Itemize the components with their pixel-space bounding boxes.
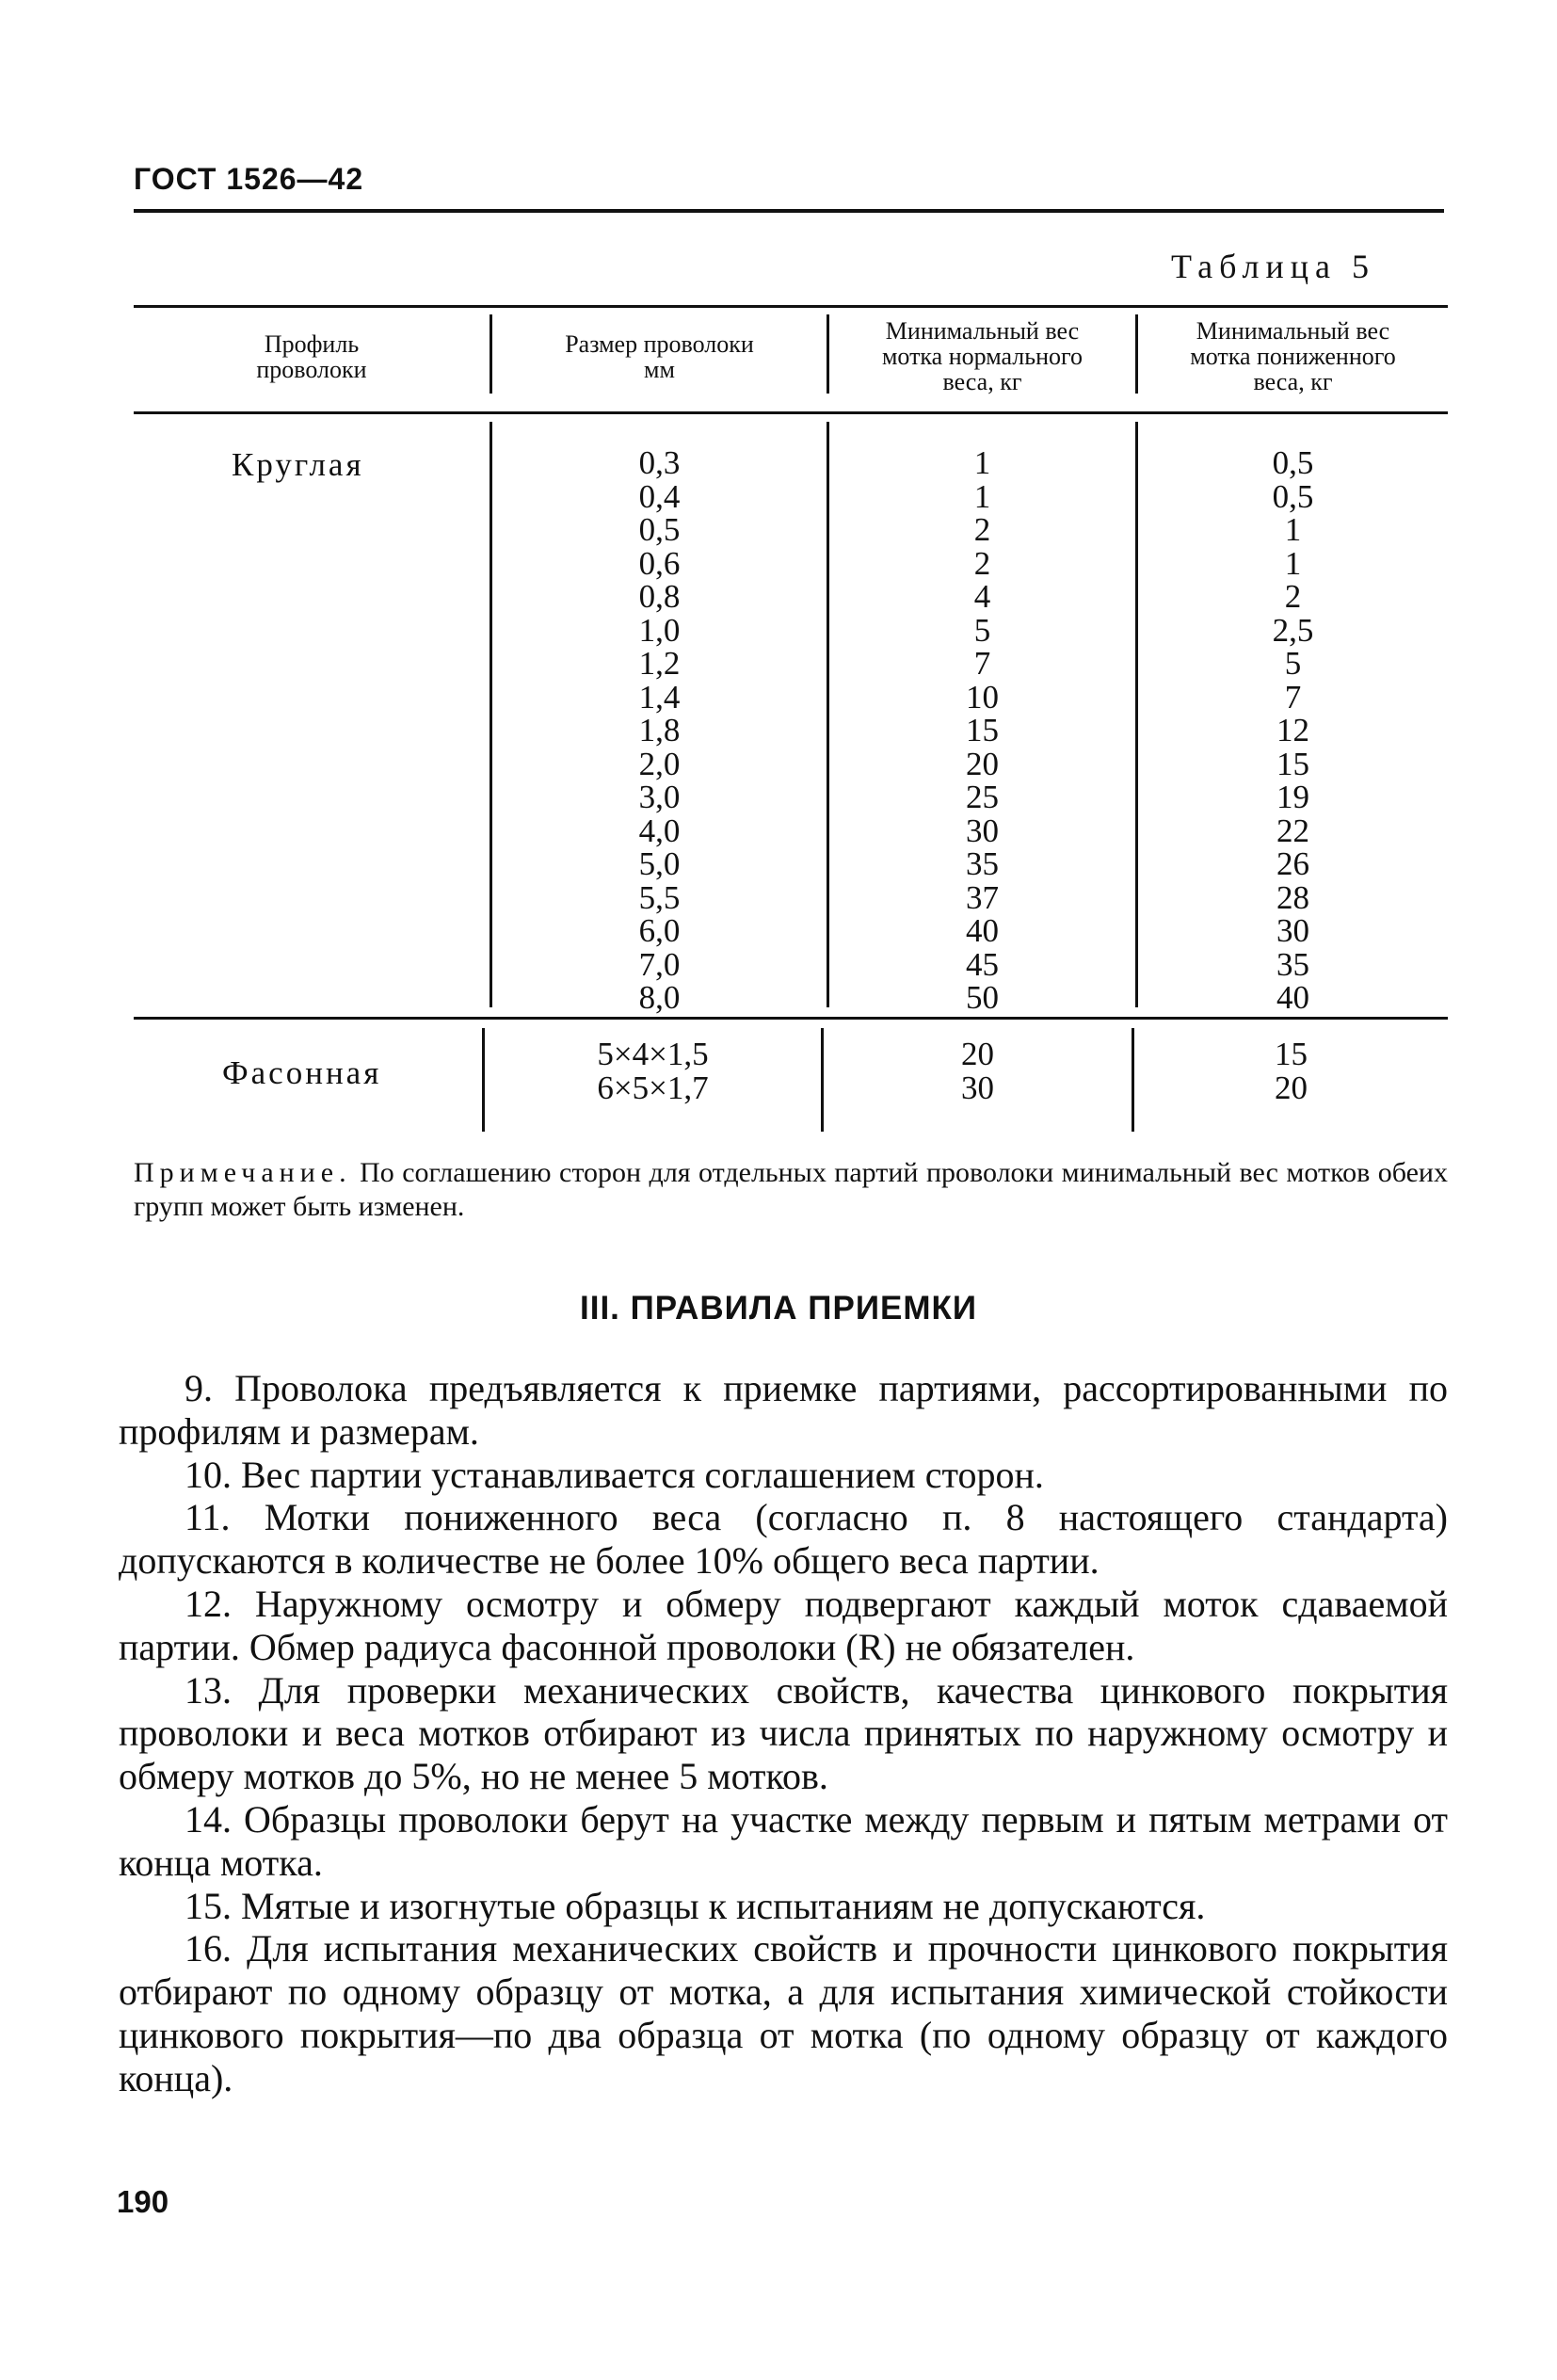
paragraph-12: 12. Наружному осмотру и обмеру подвергают каждый моток сдаваемой партии. Обмер радиуса фасонной проволоки (R) не обязателен. <box>119 1582 1448 1668</box>
shaped-normal-weights: 20 30 <box>961 1036 994 1106</box>
round-sizes: 0,3 0,4 0,5 0,6 0,8 1,0 1,2 1,4 1,8 2,0 3,0 4,0 5,0 5,5 6,0 7,0 8,0 <box>638 444 681 1016</box>
header-rule <box>134 209 1444 213</box>
row-label-shaped: Фасонная <box>222 1054 382 1091</box>
note-text: По соглашению сторон для отдельных партий проволоки минимальный вес мотков обеих групп может быть изменен. <box>134 1157 1448 1222</box>
header-reduced-weight: Минимальный вес мотка пониженного веса, кг <box>1190 317 1396 395</box>
table-group-rule <box>134 1017 1448 1020</box>
page-number: 190 <box>117 2184 169 2219</box>
table-header-rule <box>134 411 1448 414</box>
body-text <box>119 1367 1448 2100</box>
paragraph-13: 13. Для проверки механических свойств, качества цинкового покрытия проволоки и веса мотков отбирают из числа принятых по наружному осмотру и обмеру мотков до 5%, но не менее 5 мотков. <box>119 1668 1448 1798</box>
table-top-rule <box>134 305 1448 308</box>
paragraph-9: 9. Проволока предъявляется к приемке партиями, рассортированными по профилям и размерам. <box>119 1367 1448 1453</box>
table-note <box>134 1156 1448 1224</box>
header-normal-weight: Минимальный вес мотка нормального веса, кг <box>881 317 1083 395</box>
document-header: ГОСТ 1526—42 <box>134 162 364 196</box>
paragraph-14: 14. Образцы проволоки берут на участке между первым и пятым метрами от конца мотка. <box>119 1797 1448 1884</box>
paragraph-16: 16. Для испытания механических свойств и прочности цинкового покрытия отбирают по одному образцу от мотка, а для испытания химической стойкости цинкового покрытия—по два образца от мотка (по одному образцу от каждого конца). <box>119 1927 1448 2099</box>
round-normal-weights: 1 1 2 2 4 5 7 10 15 20 25 30 35 37 40 45 50 <box>966 444 999 1016</box>
paragraph-10: 10. Вес партии устанавливается соглашением сторон. <box>185 1453 1044 1496</box>
paragraph-11: 11. Мотки пониженного веса (согласно п. 8 настоящего стандарта) допускаются в количестве не более 10% общего веса партии. <box>119 1496 1448 1583</box>
paragraph-15: 15. Мятые и изогнутые образцы к испытаниям не допускаются. <box>185 1884 1206 1927</box>
table-caption: Таблица 5 <box>1171 248 1375 285</box>
section-title: III. ПРАВИЛА ПРИЕМКИ <box>580 1290 977 1327</box>
shaped-reduced-weights: 15 20 <box>1275 1036 1308 1106</box>
row-label-round: Круглая <box>232 446 364 483</box>
header-profile: Профиль проволоки <box>256 330 367 383</box>
round-reduced-weights: 0,5 0,5 1 1 2 2,5 5 7 12 15 19 22 26 28 30 35 40 <box>1272 444 1314 1016</box>
note-label: Примечание. <box>134 1157 352 1188</box>
header-size: Размер проволоки мм <box>565 330 754 383</box>
shaped-sizes: 5×4×1,5 6×5×1,7 <box>597 1036 709 1106</box>
